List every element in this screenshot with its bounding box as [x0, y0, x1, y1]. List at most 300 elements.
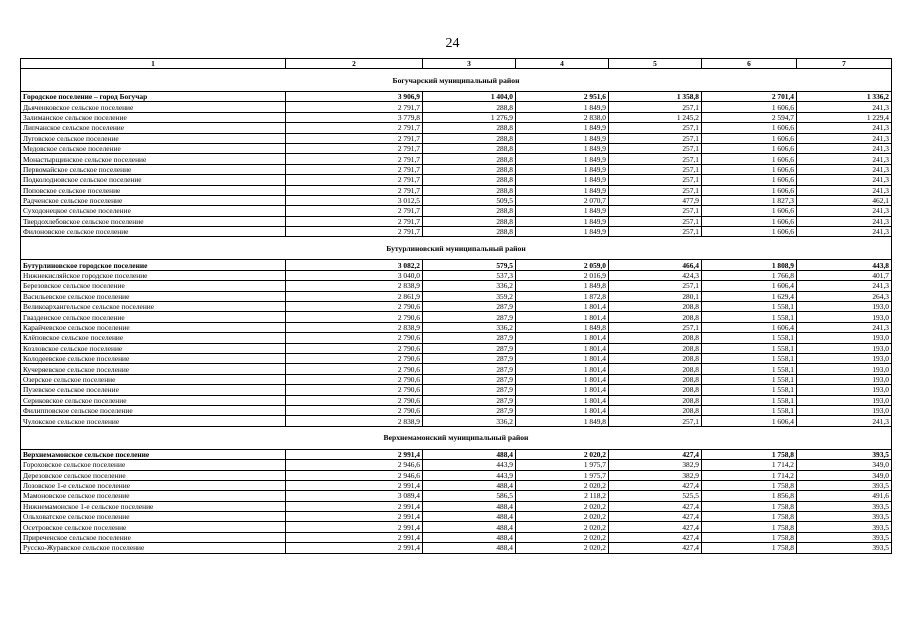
value-cell-col3: 287,9	[423, 364, 516, 374]
column-header-row	[21, 59, 892, 69]
value-cell-col6: 1 558,1	[702, 395, 797, 405]
table-row	[21, 133, 892, 143]
value-cell-col6: 1 606,6	[702, 154, 797, 164]
table-row	[21, 364, 892, 374]
value-cell-col5: 257,1	[609, 102, 702, 112]
value-cell-col4: 1 801,4	[516, 343, 609, 353]
value-cell-col5: 525,5	[609, 491, 702, 501]
value-cell-col3: 288,8	[423, 164, 516, 174]
value-cell-col6: 1 758,8	[702, 480, 797, 490]
value-cell-col5: 208,8	[609, 374, 702, 384]
value-cell-col6: 1 758,8	[702, 512, 797, 522]
value-cell-col7: 241,3	[797, 416, 892, 426]
settlement-name-cell: Мамоновское сельское поселение	[21, 491, 286, 501]
value-cell-col7: 443,8	[797, 260, 892, 270]
value-cell-col5: 257,1	[609, 206, 702, 216]
value-cell-col5: 208,8	[609, 302, 702, 312]
value-cell-col3: 443,9	[423, 470, 516, 480]
value-cell-col5: 257,1	[609, 322, 702, 332]
value-cell-col3: 579,5	[423, 260, 516, 270]
value-cell-col3: 336,2	[423, 416, 516, 426]
value-cell-col4: 1 801,4	[516, 364, 609, 374]
value-cell-col3: 287,9	[423, 395, 516, 405]
value-cell-col7: 241,3	[797, 281, 892, 291]
value-cell-col4: 1 849,9	[516, 185, 609, 195]
value-cell-col4: 1 975,7	[516, 460, 609, 470]
table-row	[21, 227, 892, 237]
value-cell-col2: 2 790,6	[286, 353, 423, 363]
value-cell-col3: 287,9	[423, 374, 516, 384]
value-cell-col6: 1 758,8	[702, 543, 797, 553]
value-cell-col4: 2 838,0	[516, 112, 609, 122]
value-cell-col7: 241,3	[797, 143, 892, 153]
settlement-name-cell: Городское поселение – город Богучар	[21, 92, 286, 102]
value-cell-col6: 1 606,6	[702, 143, 797, 153]
value-cell-col4: 2 020,2	[516, 449, 609, 459]
value-cell-col7: 241,3	[797, 216, 892, 226]
district-header-row	[21, 426, 892, 449]
value-cell-col2: 2 861,9	[286, 291, 423, 301]
value-cell-col4: 1 849,8	[516, 281, 609, 291]
value-cell-col2: 2 946,6	[286, 470, 423, 480]
value-cell-col7: 193,0	[797, 333, 892, 343]
value-cell-col4: 1 849,9	[516, 154, 609, 164]
value-cell-col6: 1 606,6	[702, 164, 797, 174]
value-cell-col5: 1 358,8	[609, 92, 702, 102]
value-cell-col4: 1 849,9	[516, 143, 609, 153]
table-row	[21, 143, 892, 153]
value-cell-col5: 382,9	[609, 460, 702, 470]
settlement-name-cell: Монастырщинское сельское поселение	[21, 154, 286, 164]
value-cell-col3: 288,8	[423, 206, 516, 216]
value-cell-col4: 1 801,4	[516, 302, 609, 312]
value-cell-col2: 2 791,7	[286, 216, 423, 226]
district-title: Богучарский муниципальный район	[21, 69, 892, 92]
table-row	[21, 480, 892, 490]
settlement-name-cell: Чулокское сельское поселение	[21, 416, 286, 426]
value-cell-col7: 264,3	[797, 291, 892, 301]
value-cell-col3: 288,8	[423, 143, 516, 153]
value-cell-col2: 2 790,6	[286, 364, 423, 374]
value-cell-col2: 2 791,7	[286, 185, 423, 195]
value-cell-col5: 208,8	[609, 353, 702, 363]
column-header-6: 6	[702, 59, 797, 69]
table-row	[21, 491, 892, 501]
table-row	[21, 112, 892, 122]
value-cell-col7: 193,0	[797, 302, 892, 312]
settlement-name-cell: Приреченское сельское поселение	[21, 532, 286, 542]
value-cell-col7: 462,1	[797, 195, 892, 205]
table-row	[21, 460, 892, 470]
value-cell-col5: 208,8	[609, 333, 702, 343]
value-cell-col6: 1 766,8	[702, 270, 797, 280]
value-cell-col7: 401,7	[797, 270, 892, 280]
value-cell-col4: 1 849,9	[516, 227, 609, 237]
settlement-name-cell: Колодеевское сельское поселение	[21, 353, 286, 363]
value-cell-col5: 257,1	[609, 185, 702, 195]
value-cell-col2: 2 991,4	[286, 532, 423, 542]
settlement-name-cell: Карайчевское сельское поселение	[21, 322, 286, 332]
value-cell-col7: 393,5	[797, 532, 892, 542]
value-cell-col7: 241,3	[797, 206, 892, 216]
table-row	[21, 333, 892, 343]
value-cell-col2: 2 790,6	[286, 374, 423, 384]
settlement-name-cell: Сериковское сельское поселение	[21, 395, 286, 405]
value-cell-col6: 1 558,1	[702, 302, 797, 312]
value-cell-col4: 1 975,7	[516, 470, 609, 480]
value-cell-col3: 1 276,9	[423, 112, 516, 122]
settlement-name-cell: Гвазденское сельское поселение	[21, 312, 286, 322]
value-cell-col6: 1 606,4	[702, 416, 797, 426]
value-cell-col6: 1 808,9	[702, 260, 797, 270]
value-cell-col4: 2 020,2	[516, 512, 609, 522]
value-cell-col2: 3 906,9	[286, 92, 423, 102]
settlement-name-cell: Ольховатское сельское поселение	[21, 512, 286, 522]
value-cell-col4: 1 801,4	[516, 333, 609, 343]
value-cell-col4: 1 849,9	[516, 216, 609, 226]
value-cell-col5: 257,1	[609, 281, 702, 291]
value-cell-col7: 193,0	[797, 343, 892, 353]
value-cell-col7: 193,0	[797, 385, 892, 395]
value-cell-col6: 1 758,8	[702, 532, 797, 542]
settlement-name-cell: Верхнемамонское сельское поселение	[21, 449, 286, 459]
value-cell-col4: 1 801,4	[516, 353, 609, 363]
value-cell-col5: 427,4	[609, 512, 702, 522]
value-cell-col5: 257,1	[609, 154, 702, 164]
value-cell-col7: 393,5	[797, 522, 892, 532]
settlement-name-cell: Радченское сельское поселение	[21, 195, 286, 205]
value-cell-col6: 1 558,1	[702, 343, 797, 353]
column-header-7: 7	[797, 59, 892, 69]
value-cell-col5: 257,1	[609, 164, 702, 174]
value-cell-col6: 1 606,6	[702, 185, 797, 195]
settlement-name-cell: Залиманское сельское поселение	[21, 112, 286, 122]
value-cell-col3: 288,8	[423, 102, 516, 112]
value-cell-col6: 1 714,2	[702, 470, 797, 480]
value-cell-col7: 393,5	[797, 543, 892, 553]
value-cell-col5: 477,9	[609, 195, 702, 205]
value-cell-col4: 1 849,9	[516, 123, 609, 133]
value-cell-col5: 257,1	[609, 143, 702, 153]
value-cell-col2: 2 791,7	[286, 175, 423, 185]
settlement-name-cell: Медовское сельское поселение	[21, 143, 286, 153]
value-cell-col3: 288,8	[423, 133, 516, 143]
value-cell-col4: 1 801,4	[516, 374, 609, 384]
value-cell-col7: 241,3	[797, 102, 892, 112]
settlement-name-cell: Осетровское сельское поселение	[21, 522, 286, 532]
value-cell-col3: 488,4	[423, 449, 516, 459]
value-cell-col4: 1 849,9	[516, 175, 609, 185]
settlement-name-cell: Дьяченковское сельское поселение	[21, 102, 286, 112]
settlement-name-cell: Дерезовское сельское поселение	[21, 470, 286, 480]
value-cell-col6: 1 558,1	[702, 405, 797, 415]
table-row	[21, 102, 892, 112]
value-cell-col2: 2 838,9	[286, 281, 423, 291]
value-cell-col2: 2 838,9	[286, 322, 423, 332]
settlement-name-cell: Луговское сельское поселение	[21, 133, 286, 143]
value-cell-col4: 1 849,9	[516, 133, 609, 143]
table-row	[21, 270, 892, 280]
value-cell-col5: 427,4	[609, 543, 702, 553]
value-cell-col4: 2 951,6	[516, 92, 609, 102]
value-cell-col2: 2 991,4	[286, 543, 423, 553]
settlement-name-cell: Липчанское сельское поселение	[21, 123, 286, 133]
settlement-name-cell: Поповское сельское поселение	[21, 185, 286, 195]
value-cell-col3: 336,2	[423, 281, 516, 291]
column-header-4: 4	[516, 59, 609, 69]
value-cell-col5: 208,8	[609, 395, 702, 405]
table-row	[21, 416, 892, 426]
value-cell-col2: 2 790,6	[286, 385, 423, 395]
value-cell-col2: 2 991,4	[286, 522, 423, 532]
table-row	[21, 206, 892, 216]
district-header-row	[21, 237, 892, 260]
value-cell-col7: 491,6	[797, 491, 892, 501]
value-cell-col5: 257,1	[609, 123, 702, 133]
value-cell-col4: 2 016,9	[516, 270, 609, 280]
value-cell-col3: 288,8	[423, 154, 516, 164]
value-cell-col7: 193,0	[797, 395, 892, 405]
table-row-center	[21, 449, 892, 459]
district-title: Бутурлиновский муниципальный район	[21, 237, 892, 260]
value-cell-col6: 1 629,4	[702, 291, 797, 301]
value-cell-col5: 280,1	[609, 291, 702, 301]
settlement-name-cell: Филипповское сельское поселение	[21, 405, 286, 415]
value-cell-col4: 2 118,2	[516, 491, 609, 501]
value-cell-col4: 2 020,2	[516, 532, 609, 542]
value-cell-col2: 2 791,7	[286, 102, 423, 112]
value-cell-col2: 3 040,0	[286, 270, 423, 280]
settlement-name-cell: Филоновское сельское поселение	[21, 227, 286, 237]
value-cell-col5: 1 245,2	[609, 112, 702, 122]
value-cell-col3: 488,4	[423, 501, 516, 511]
settlement-name-cell: Березовское сельское поселение	[21, 281, 286, 291]
value-cell-col7: 393,5	[797, 449, 892, 459]
value-cell-col2: 3 089,4	[286, 491, 423, 501]
value-cell-col2: 2 838,9	[286, 416, 423, 426]
value-cell-col4: 1 801,4	[516, 385, 609, 395]
value-cell-col4: 1 849,9	[516, 102, 609, 112]
value-cell-col5: 427,4	[609, 480, 702, 490]
value-cell-col6: 1 856,8	[702, 491, 797, 501]
value-cell-col3: 287,9	[423, 312, 516, 322]
value-cell-col5: 424,3	[609, 270, 702, 280]
value-cell-col6: 1 758,8	[702, 501, 797, 511]
settlement-name-cell: Клёповское сельское поселение	[21, 333, 286, 343]
value-cell-col6: 1 606,6	[702, 133, 797, 143]
value-cell-col2: 2 790,6	[286, 302, 423, 312]
value-cell-col5: 208,8	[609, 364, 702, 374]
value-cell-col5: 257,1	[609, 175, 702, 185]
value-cell-col2: 2 791,7	[286, 133, 423, 143]
settlement-name-cell: Пузевское сельское поселение	[21, 385, 286, 395]
table-row-center	[21, 260, 892, 270]
settlement-name-cell: Нижнекисляйское городское поселение	[21, 270, 286, 280]
value-cell-col7: 241,3	[797, 322, 892, 332]
value-cell-col7: 349,0	[797, 460, 892, 470]
value-cell-col3: 287,9	[423, 385, 516, 395]
value-cell-col2: 2 991,4	[286, 449, 423, 459]
table-row	[21, 185, 892, 195]
value-cell-col2: 3 082,2	[286, 260, 423, 270]
value-cell-col5: 427,4	[609, 501, 702, 511]
value-cell-col6: 1 606,4	[702, 322, 797, 332]
settlement-name-cell: Нижнемамонское 1-е сельское поселение	[21, 501, 286, 511]
value-cell-col5: 427,4	[609, 522, 702, 532]
value-cell-col2: 2 791,7	[286, 227, 423, 237]
value-cell-col3: 287,9	[423, 405, 516, 415]
table-row	[21, 302, 892, 312]
value-cell-col4: 2 020,2	[516, 501, 609, 511]
value-cell-col5: 208,8	[609, 312, 702, 322]
value-cell-col5: 257,1	[609, 133, 702, 143]
value-cell-col3: 288,8	[423, 216, 516, 226]
value-cell-col7: 241,3	[797, 227, 892, 237]
value-cell-col6: 1 714,2	[702, 460, 797, 470]
value-cell-col6: 1 606,6	[702, 216, 797, 226]
settlement-name-cell: Бутурлиновское городское поселение	[21, 260, 286, 270]
value-cell-col3: 288,8	[423, 185, 516, 195]
table-row	[21, 353, 892, 363]
value-cell-col7: 193,0	[797, 353, 892, 363]
value-cell-col7: 193,0	[797, 364, 892, 374]
table-row	[21, 543, 892, 553]
district-title: Верхнемамонский муниципальный район	[21, 426, 892, 449]
value-cell-col3: 443,9	[423, 460, 516, 470]
value-cell-col7: 349,0	[797, 470, 892, 480]
value-cell-col6: 1 758,8	[702, 522, 797, 532]
value-cell-col4: 2 020,2	[516, 522, 609, 532]
value-cell-col2: 2 791,7	[286, 154, 423, 164]
value-cell-col3: 1 404,0	[423, 92, 516, 102]
value-cell-col4: 2 070,7	[516, 195, 609, 205]
table-row	[21, 175, 892, 185]
value-cell-col6: 1 606,6	[702, 206, 797, 216]
settlement-name-cell: Великоархангельское сельское поселение	[21, 302, 286, 312]
value-cell-col3: 488,4	[423, 512, 516, 522]
value-cell-col5: 382,9	[609, 470, 702, 480]
value-cell-col7: 193,0	[797, 312, 892, 322]
table-row	[21, 405, 892, 415]
value-cell-col6: 1 558,1	[702, 364, 797, 374]
value-cell-col6: 2 701,4	[702, 92, 797, 102]
value-cell-col2: 2 790,6	[286, 405, 423, 415]
settlement-name-cell: Первомайское сельское поселение	[21, 164, 286, 174]
value-cell-col6: 1 558,1	[702, 374, 797, 384]
value-cell-col7: 241,3	[797, 154, 892, 164]
settlement-name-cell: Суходонецкое сельское поселение	[21, 206, 286, 216]
value-cell-col5: 208,8	[609, 405, 702, 415]
budget-table	[20, 58, 892, 554]
table-row	[21, 281, 892, 291]
value-cell-col3: 488,4	[423, 532, 516, 542]
value-cell-col4: 1 801,4	[516, 395, 609, 405]
value-cell-col6: 1 827,3	[702, 195, 797, 205]
table-row	[21, 322, 892, 332]
value-cell-col6: 1 758,8	[702, 449, 797, 459]
value-cell-col3: 336,2	[423, 322, 516, 332]
value-cell-col2: 3 779,8	[286, 112, 423, 122]
settlement-name-cell: Лозовское 1-е сельское поселение	[21, 480, 286, 490]
value-cell-col7: 241,3	[797, 133, 892, 143]
value-cell-col6: 2 594,7	[702, 112, 797, 122]
value-cell-col5: 208,8	[609, 343, 702, 353]
value-cell-col2: 2 791,7	[286, 206, 423, 216]
value-cell-col5: 466,4	[609, 260, 702, 270]
value-cell-col5: 208,8	[609, 385, 702, 395]
value-cell-col3: 359,2	[423, 291, 516, 301]
value-cell-col3: 287,9	[423, 353, 516, 363]
value-cell-col5: 427,4	[609, 532, 702, 542]
table-body	[21, 59, 892, 554]
table-row	[21, 501, 892, 511]
value-cell-col4: 1 872,8	[516, 291, 609, 301]
value-cell-col3: 488,4	[423, 480, 516, 490]
value-cell-col7: 241,3	[797, 175, 892, 185]
value-cell-col2: 2 790,6	[286, 343, 423, 353]
value-cell-col4: 1 801,4	[516, 312, 609, 322]
value-cell-col6: 1 606,6	[702, 227, 797, 237]
value-cell-col4: 2 059,0	[516, 260, 609, 270]
value-cell-col2: 2 790,6	[286, 333, 423, 343]
value-cell-col3: 586,5	[423, 491, 516, 501]
value-cell-col7: 1 336,2	[797, 92, 892, 102]
value-cell-col7: 1 229,4	[797, 112, 892, 122]
value-cell-col6: 1 606,4	[702, 281, 797, 291]
settlement-name-cell: Гороховское сельское поселение	[21, 460, 286, 470]
table-row	[21, 470, 892, 480]
value-cell-col5: 257,1	[609, 227, 702, 237]
value-cell-col3: 287,9	[423, 343, 516, 353]
table-row	[21, 195, 892, 205]
value-cell-col2: 2 991,4	[286, 480, 423, 490]
table-row	[21, 291, 892, 301]
value-cell-col3: 288,8	[423, 227, 516, 237]
page-number: 24	[445, 36, 460, 51]
value-cell-col4: 2 020,2	[516, 543, 609, 553]
table-row	[21, 216, 892, 226]
value-cell-col7: 241,3	[797, 185, 892, 195]
value-cell-col2: 2 790,6	[286, 395, 423, 405]
value-cell-col3: 288,8	[423, 175, 516, 185]
value-cell-col6: 1 558,1	[702, 385, 797, 395]
table-row	[21, 164, 892, 174]
value-cell-col3: 537,3	[423, 270, 516, 280]
value-cell-col7: 241,3	[797, 123, 892, 133]
table-row	[21, 385, 892, 395]
value-cell-col5: 257,1	[609, 216, 702, 226]
value-cell-col3: 488,4	[423, 543, 516, 553]
value-cell-col3: 287,9	[423, 302, 516, 312]
value-cell-col6: 1 606,6	[702, 175, 797, 185]
value-cell-col4: 1 849,8	[516, 416, 609, 426]
value-cell-col2: 2 791,7	[286, 143, 423, 153]
settlement-name-cell: Кучеряевское сельское поселение	[21, 364, 286, 374]
value-cell-col2: 2 791,7	[286, 164, 423, 174]
value-cell-col7: 393,5	[797, 501, 892, 511]
settlement-name-cell: Козловское сельское поселение	[21, 343, 286, 353]
settlement-name-cell: Русско-Журавское сельское поселение	[21, 543, 286, 553]
value-cell-col2: 2 790,6	[286, 312, 423, 322]
column-header-1: 1	[21, 59, 286, 69]
value-cell-col6: 1 558,1	[702, 353, 797, 363]
table-row	[21, 395, 892, 405]
column-header-3: 3	[423, 59, 516, 69]
value-cell-col4: 1 849,8	[516, 322, 609, 332]
settlement-name-cell: Озерское сельское поселение	[21, 374, 286, 384]
value-cell-col7: 193,0	[797, 374, 892, 384]
table-row	[21, 522, 892, 532]
